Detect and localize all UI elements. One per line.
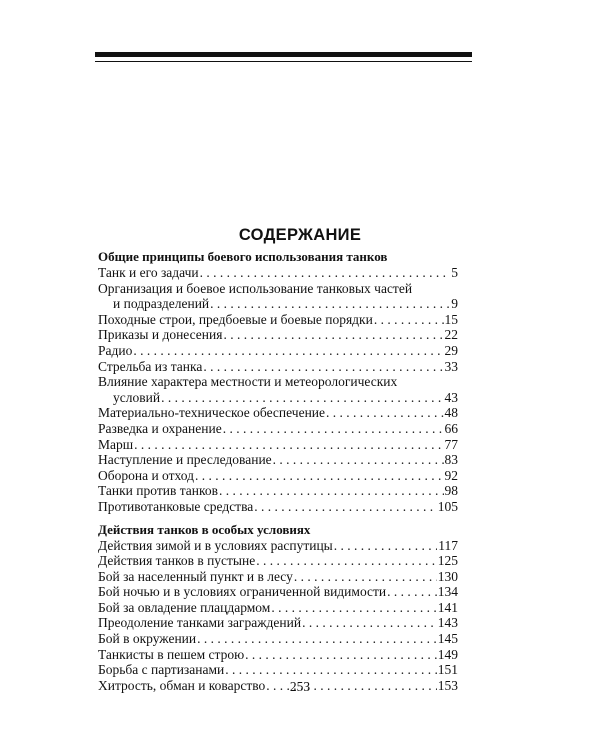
header-rule-thick <box>95 52 472 57</box>
toc-entry-label: Преодоление танками заграждений <box>98 615 302 631</box>
toc-entry-label: Оборона и отход <box>98 467 194 483</box>
dot-leader <box>334 538 437 554</box>
toc-entry[interactable] <box>98 647 458 663</box>
dot-leader <box>273 452 444 468</box>
toc-entry-label: Походные строи, предбоевые и боевые порядки <box>98 311 373 327</box>
dot-leader <box>302 615 437 631</box>
toc-entry-label: Хитрость, обман и коварство <box>98 677 266 693</box>
toc-entry[interactable] <box>98 359 458 375</box>
dot-leader <box>203 359 443 375</box>
dot-leader <box>133 343 443 359</box>
toc-entry-label: Бой в окружении <box>98 631 197 647</box>
toc-entry-label: Противотанковые средства <box>98 498 254 514</box>
toc-entry-label: Бой за овладение плацдармом <box>98 599 271 615</box>
toc-entry-page: 15 <box>444 311 458 327</box>
toc-entry-page: 117 <box>438 537 458 553</box>
toc-entry[interactable] <box>98 390 458 406</box>
dot-leader <box>223 327 443 343</box>
page-title: СОДЕРЖАНИЕ <box>238 226 362 244</box>
toc-entry-page: 151 <box>437 662 458 678</box>
dot-leader <box>225 662 437 678</box>
toc-entry[interactable] <box>98 662 458 678</box>
toc-entry[interactable] <box>98 569 458 585</box>
toc-entry[interactable] <box>98 483 458 499</box>
toc-entry[interactable] <box>98 631 458 647</box>
toc-entry-label: Действия танков в пустыне <box>98 553 256 569</box>
toc-entry-page: 43 <box>444 389 458 405</box>
toc-entry[interactable] <box>98 553 458 569</box>
toc-entry[interactable] <box>98 600 458 616</box>
toc-entry-label: Приказы и донесения <box>98 327 223 343</box>
dot-leader <box>387 584 437 600</box>
toc-entry-page: 33 <box>444 358 458 374</box>
toc-entry[interactable] <box>98 468 458 484</box>
toc-entry[interactable] <box>98 421 458 437</box>
toc-entry-page: 83 <box>444 452 458 468</box>
toc-entry-label: Наступление и преследование <box>98 452 272 468</box>
dot-leader <box>245 647 437 663</box>
toc-entry-page: 92 <box>444 467 458 483</box>
toc-entry[interactable] <box>98 538 458 554</box>
toc-entry-label: условий <box>113 389 161 405</box>
dot-leader <box>195 468 444 484</box>
toc-entry[interactable] <box>98 405 458 421</box>
page-number: 253 <box>289 679 311 694</box>
table-of-contents <box>98 249 458 700</box>
toc-entry[interactable] <box>98 615 458 631</box>
toc-entry-label: Материально-техническое обеспечение <box>98 405 326 421</box>
toc-entry-title: Организация и боевое использование танковых частей <box>98 280 413 296</box>
toc-section <box>98 522 458 694</box>
section-heading: Общие принципы боевого использования танков <box>98 249 388 264</box>
dot-leader <box>197 631 437 647</box>
dot-leader <box>294 569 437 585</box>
toc-entry-label: Стрельба из танка <box>98 358 203 374</box>
toc-entry-label: Борьба с партизанами <box>98 662 225 678</box>
toc-entry-label: Танки против танков <box>98 483 218 499</box>
toc-entry-label: Действия зимой и в условиях распутицы <box>98 537 333 553</box>
toc-entry-label: Марш <box>98 436 134 452</box>
toc-entry-label: Бой ночью и в условиях ограниченной видимости <box>98 584 387 600</box>
toc-entry[interactable] <box>98 327 458 343</box>
toc-entry-page: 66 <box>444 420 458 436</box>
toc-entry-page: 141 <box>437 599 458 615</box>
toc-entry-page: 149 <box>437 646 458 662</box>
toc-entry-page: 134 <box>437 584 458 600</box>
dot-leader <box>254 499 436 515</box>
dot-leader <box>271 600 436 616</box>
toc-entry[interactable] <box>98 312 458 328</box>
toc-entry-page: 22 <box>444 327 458 343</box>
toc-entry-page: 48 <box>444 405 458 421</box>
toc-entry-page: 105 <box>437 498 458 514</box>
dot-leader <box>223 421 444 437</box>
toc-entry-page: 153 <box>437 677 458 693</box>
toc-entry-label: Танк и его задачи <box>98 265 199 280</box>
toc-entry-page: 143 <box>437 615 458 631</box>
dot-leader <box>210 296 450 312</box>
dot-leader <box>161 390 443 406</box>
toc-entry[interactable] <box>98 499 458 515</box>
dot-leader <box>256 553 437 569</box>
dot-leader <box>134 437 443 453</box>
toc-entry-label: Радио <box>98 342 133 358</box>
toc-entry[interactable] <box>98 437 458 453</box>
toc-entry[interactable] <box>98 265 458 281</box>
toc-entry-page: 125 <box>437 553 458 569</box>
toc-entry-page: 130 <box>437 568 458 584</box>
dot-leader <box>374 312 444 328</box>
dot-leader <box>326 405 443 421</box>
toc-entry-label: Разведка и охранение <box>98 420 222 436</box>
toc-entry[interactable] <box>98 452 458 468</box>
toc-entry-label: Танкисты в пешем строю <box>98 646 245 662</box>
toc-entry[interactable] <box>98 584 458 600</box>
toc-entry[interactable] <box>98 296 458 312</box>
toc-entry-page: 77 <box>444 436 458 452</box>
dot-leader <box>219 483 444 499</box>
toc-entry-label: Бой за населенный пункт и в лесу <box>98 568 293 584</box>
toc-entry-page: 145 <box>437 631 458 647</box>
toc-entry-title: Влияние характера местности и метеорологических <box>98 374 398 390</box>
toc-entry-label: и подразделений <box>113 296 210 312</box>
dot-leader <box>200 265 451 281</box>
toc-entry-page: 29 <box>444 342 458 358</box>
toc-entry-page: 5 <box>451 265 458 280</box>
section-heading: Действия танков в особых условиях <box>98 521 311 537</box>
toc-entry-page: 9 <box>451 296 458 312</box>
header-rule-thin <box>95 61 472 62</box>
toc-section <box>98 249 458 515</box>
toc-entry-page: 98 <box>444 483 458 499</box>
toc-entry[interactable] <box>98 343 458 359</box>
